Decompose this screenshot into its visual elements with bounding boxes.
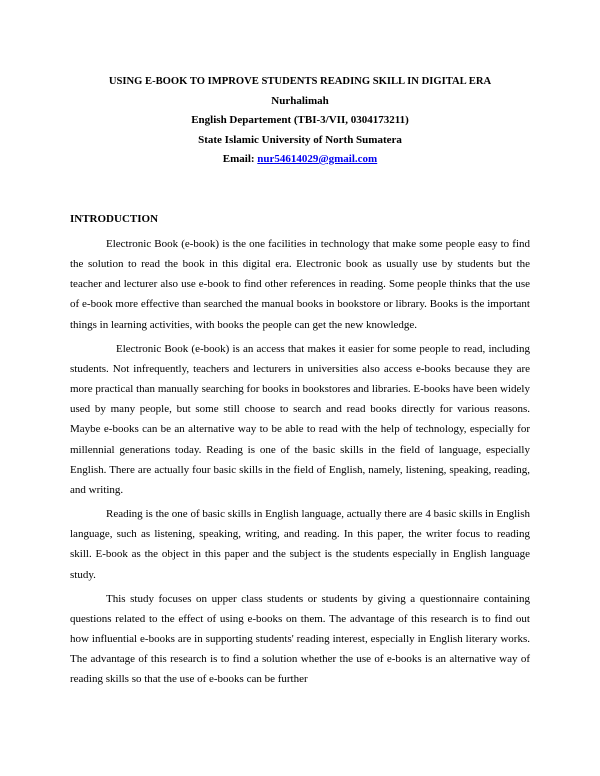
paper-title: USING E-BOOK TO IMPROVE STUDENTS READING SKILL IN DIGITAL ERA [108, 76, 492, 87]
section-heading-introduction: INTRODUCTION [70, 213, 159, 225]
paragraph-2: Electronic Book (e-book) is an access that makes it easier for some people to read, including students. Not infrequently, teachers and lecturers in universities also access e-books because they are more practical than manually searching for books in bookstores and libraries. E-books have been widely used by many people, but some still choose to search and read books directly for various reasons. Maybe e-books can be an alternative way to be able to read with the help of technology, especially for millennial generations today. Reading is one of the basic skills in the field of language, especially English. There are actually four basic skills in the field of English, namely, listening, speaking, reading, and writing. [70, 342, 530, 496]
author-email-line [60, 150, 540, 170]
email-label: Email: [222, 153, 255, 165]
author-name: Nurhalimah [271, 94, 329, 107]
paragraph-3: Reading is the one of basic skills in English language, actually there are 4 basic skills in English language, such as listening, speaking, writing, and reading. In this paper, the writer focus to reading skill. E-book as the object in this paper and the subject is the students especially in English language study. [70, 508, 530, 581]
paragraph-4: This study focuses on upper class students or students by giving a questionnaire containing questions related to the effect of using e-books on them. The advantage of this research is to find out how influential e-books are in supporting students' reading interest, especially in English literary works. The advantage of this research is to find a solution whether the use of e-books is an alternative way of reading skills so that the use of e-books can be further [70, 592, 530, 686]
introduction-body [70, 234, 530, 693]
paragraph-1: Electronic Book (e-book) is the one facilities in technology that make some people easy to find the solution to read the book in this digital era. Electronic book as usually use by students but the teacher and lecturer also use e-book to find other references in reading. Some people thinks that the use of e-book more effective than searched the manual books in bookstore or library. Books is the important things in learning activities, with books the people can get the new knowledge. [70, 238, 530, 331]
email-link[interactable]: nur54614029@gmail.com [257, 153, 378, 165]
paper-header [60, 72, 540, 170]
author-department: English Departement (TBI-3/VII, 0304173211) [191, 114, 409, 126]
author-university: State Islamic University of North Sumatera [198, 133, 402, 146]
